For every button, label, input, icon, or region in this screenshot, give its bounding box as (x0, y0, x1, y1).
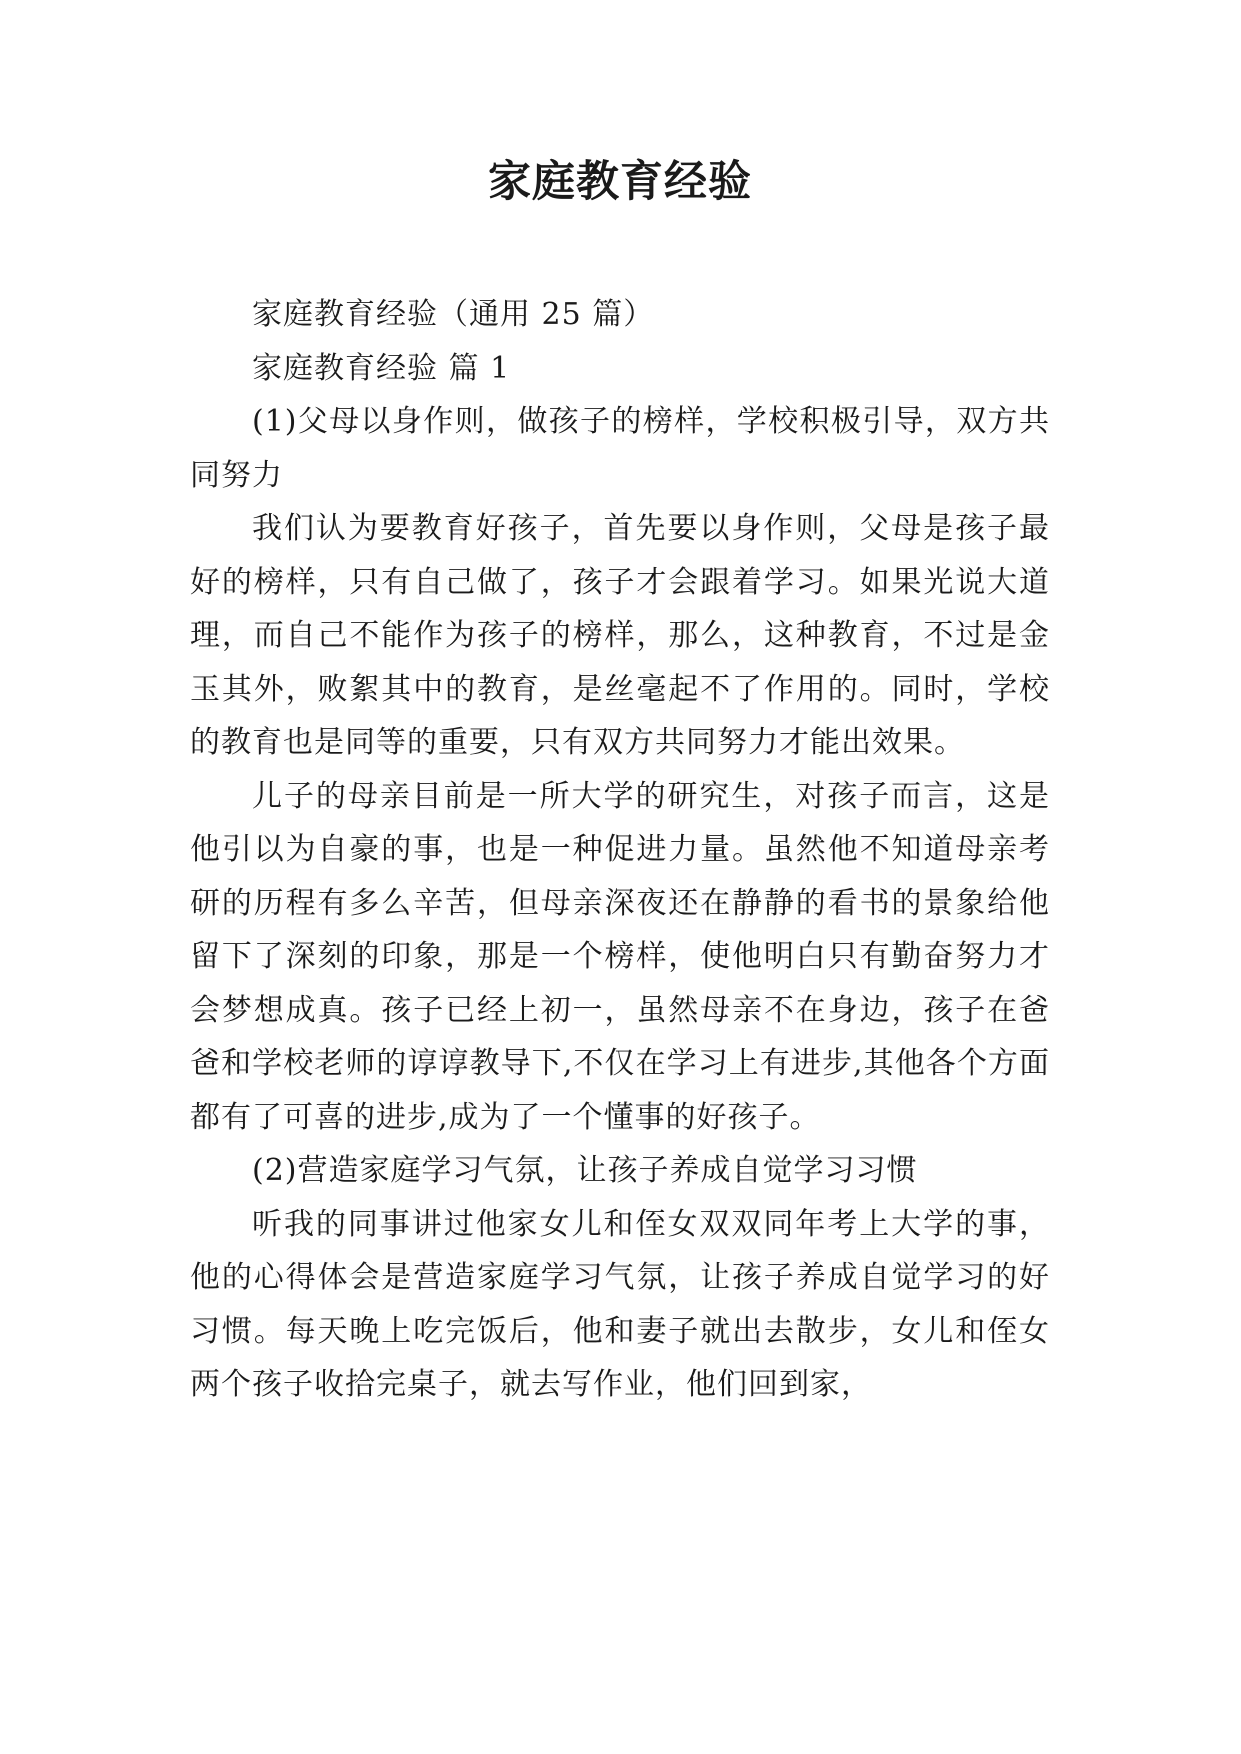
body-paragraph: 听我的同事讲过他家女儿和侄女双双同年考上大学的事，他的心得体会是营造家庭学习气氛，让孩子养成自觉学习的好习惯。每天晚上吃完饭后，他和妻子就出去散步，女儿和侄女两个孩子收拾完桌子，就去写作业，他们回到家， (190, 1206, 1050, 1402)
point-heading-1: (1)父母以身作则，做孩子的榜样，学校积极引导，双方共同努力 (190, 404, 1050, 493)
section-heading: 家庭教育经验 篇 1 (252, 350, 511, 386)
document-title: 家庭教育经验 (488, 157, 752, 207)
subtitle-paragraph: 家庭教育经验（通用 25 篇） (252, 297, 655, 332)
document-body (190, 288, 1050, 1412)
body-paragraph: 儿子的母亲目前是一所大学的研究生，对孩子而言，这是他引以为自豪的事，也是一种促进力量。虽然他不知道母亲考研的历程有多么辛苦，但母亲深夜还在静静的看书的景象给他留下了深刻的印象，那是一个榜样，使他明白只有勤奋努力才会梦想成真。孩子已经上初一，虽然母亲不在身边，孩子在爸爸和学校老师的谆谆教导下,不仅在学习上有进步,其他各个方面都有了可喜的进步,成为了一个懂事的好孩子。 (190, 778, 1050, 1135)
body-paragraph: 我们认为要教育好孩子，首先要以身作则，父母是孩子最好的榜样，只有自己做了，孩子才会跟着学习。如果光说大道理，而自己不能作为孩子的榜样，那么，这种教育，不过是金玉其外，败絮其中的教育，是丝毫起不了作用的。同时，学校的教育也是同等的重要，只有双方共同努力才能出效果。 (190, 511, 1050, 760)
point-heading-2: (2)营造家庭学习气氛，让孩子养成自觉学习习惯 (252, 1153, 918, 1188)
